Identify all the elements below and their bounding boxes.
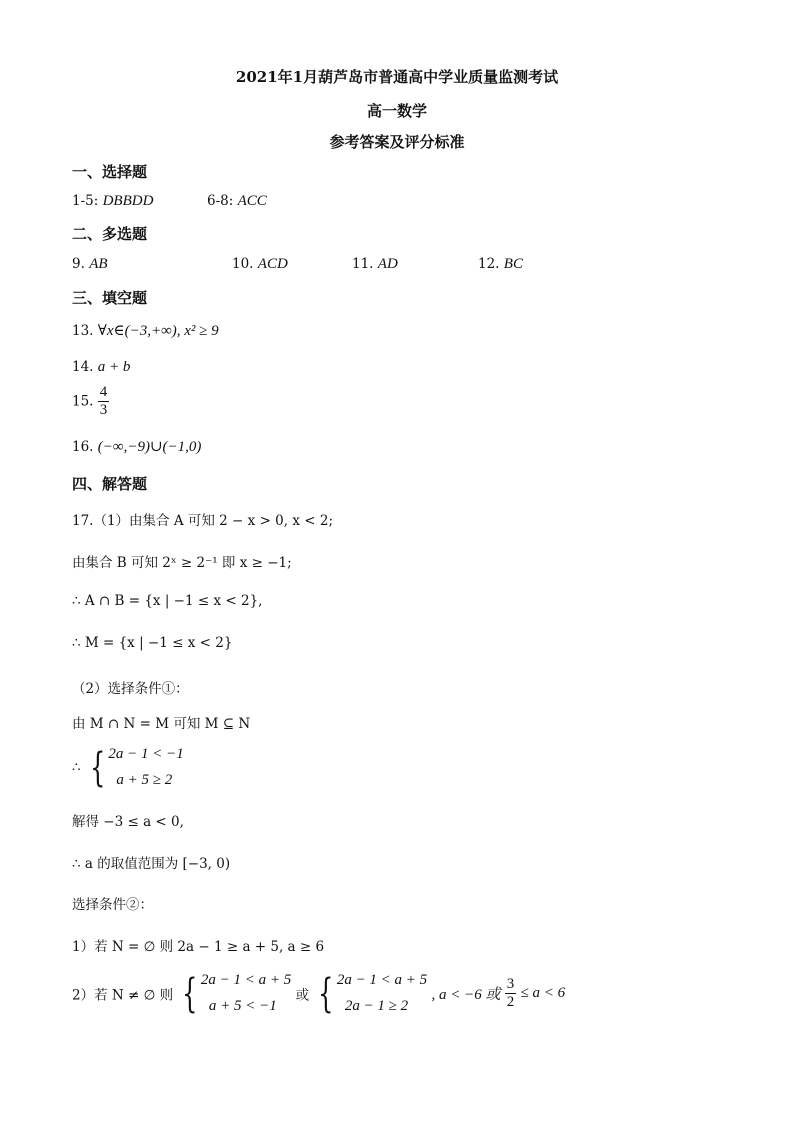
solution-system-3-rows: [337, 968, 427, 1019]
section-fill-heading: 三、填空题: [72, 289, 148, 307]
fill-q14: [72, 359, 130, 376]
choice-6-8: [207, 193, 267, 210]
solution-system-1-row1: 2a − 1 < −1: [108, 746, 184, 762]
solution-system-3-row2: 2a − 1 ≥ 2: [344, 997, 409, 1014]
solution-line-12-fraction: [505, 976, 517, 1012]
brace-icon: {: [89, 744, 106, 791]
multi-q10: [232, 256, 288, 273]
answer-subtitle: 参考答案及评分标准: [329, 133, 465, 151]
solution-line-8: 解得 −3 ≤ a < 0,: [72, 814, 184, 830]
choice-6-8-label: 6-8:: [207, 193, 234, 209]
solution-system-1-group: [85, 742, 184, 793]
multi-q10-answer: ACD: [257, 256, 288, 272]
choice-1-5-answer: DBBDD: [102, 193, 154, 209]
fill-q16: [72, 437, 201, 456]
solution-line-9: ∴ a 的取值范围为 [−3, 0): [72, 856, 231, 872]
multi-q11: [352, 256, 398, 273]
solution-system-2-row1: 2a − 1 < a + 5: [200, 972, 292, 988]
solution-line-2: 由集合 B 可知 2ˣ ≥ 2⁻¹ 即 x ≥ −1;: [72, 555, 292, 571]
section-solution-heading: 四、解答题: [72, 475, 148, 493]
solution-system-2-rows: [201, 968, 291, 1019]
solution-system-3-row1: 2a − 1 < a + 5: [336, 972, 428, 988]
fill-q14-label: 14.: [72, 359, 94, 375]
fill-q15-numerator: 4: [98, 384, 110, 402]
multi-q9-answer: AB: [89, 256, 108, 272]
fill-q15-denominator: 3: [99, 402, 108, 419]
choice-1-5: [72, 193, 153, 210]
section-multi-heading: 二、多选题: [72, 225, 148, 243]
choice-1-5-label: 1-5:: [72, 193, 99, 209]
fill-q13: [72, 321, 219, 340]
solution-line-12: [72, 968, 565, 1019]
fill-q15-label: 15.: [72, 393, 94, 410]
solution-system-1-therefore: ∴: [72, 759, 81, 776]
solution-line-12-denominator: 2: [506, 994, 515, 1010]
solution-line-1: 17.（1）由集合 A 可知 2 − x > 0, x < 2;: [72, 513, 333, 529]
multi-q10-label: 10.: [232, 256, 254, 272]
multi-q9: [72, 256, 108, 273]
solution-line-12-or: 或: [295, 987, 310, 1004]
fill-q13-label: 13.: [72, 323, 94, 339]
fill-q16-answer: (−∞,−9)∪(−1,0): [97, 439, 202, 455]
solution-line-11: 1）若 N = ∅ 则 2a − 1 ≥ a + 5, a ≥ 6: [72, 939, 325, 955]
brace-icon: {: [318, 970, 334, 1017]
subject-title: 高一数学: [366, 102, 427, 120]
choice-6-8-answer: ACC: [237, 193, 267, 209]
solution-system-3-group: [313, 968, 427, 1019]
fill-q14-answer: a + b: [97, 359, 131, 375]
solution-line-12-tail: ≤ a < 6: [520, 985, 566, 1001]
fill-q13-answer: ∀x∈(−3,+∞), x² ≥ 9: [97, 323, 219, 339]
solution-line-5: （2）选择条件①：: [72, 681, 189, 697]
solution-line-4: ∴ M = {x | −1 ≤ x < 2}: [72, 635, 233, 651]
multi-q11-answer: AD: [377, 256, 398, 272]
fill-q15: [72, 384, 109, 420]
solution-line-12-prefix: 2）若 N ≠ ∅ 则: [72, 987, 174, 1004]
brace-icon: {: [182, 970, 198, 1017]
fill-q15-fraction: [98, 384, 110, 420]
solution-line-12-mid: , a < −6 或: [431, 987, 501, 1003]
multi-q12-answer: BC: [503, 256, 523, 272]
solution-system-1: [72, 742, 184, 793]
solution-system-1-rows: [108, 742, 183, 793]
exam-title: 2021年1月葫芦岛市普通高中学业质量监测考试: [235, 68, 559, 86]
solution-system-2-row2: a + 5 < −1: [208, 997, 277, 1014]
solution-line-3: ∴ A ∩ B = {x | −1 ≤ x < 2},: [72, 593, 263, 609]
multi-q12-label: 12.: [478, 256, 500, 272]
solution-line-12-numerator: 3: [505, 976, 517, 994]
multi-q9-label: 9.: [72, 256, 85, 272]
section-choice-heading: 一、选择题: [72, 163, 148, 181]
fill-q16-label: 16.: [72, 439, 94, 455]
solution-system-1-row2: a + 5 ≥ 2: [116, 771, 173, 788]
multi-q11-label: 11.: [352, 256, 374, 272]
solution-line-10: 选择条件②：: [72, 897, 153, 913]
multi-q12: [478, 256, 523, 273]
solution-system-2-group: [177, 968, 291, 1019]
solution-line-6: 由 M ∩ N = M 可知 M ⊆ N: [72, 716, 251, 732]
